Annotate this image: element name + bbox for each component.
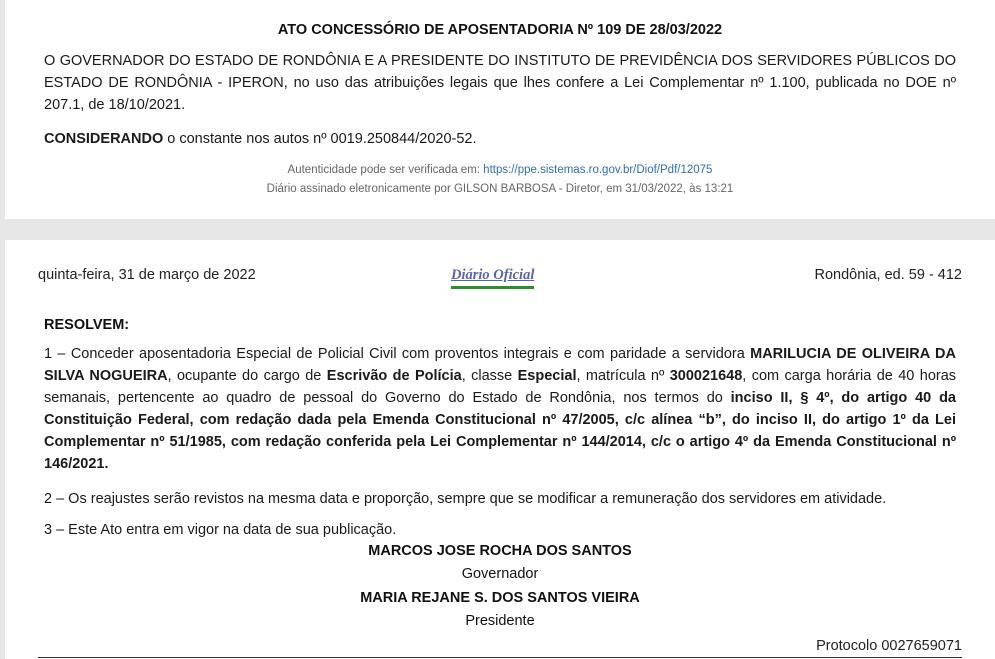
header-logo-title: Diário Oficial	[451, 267, 534, 289]
item-3-paragraph: 3 – Este Ato entra em vigor na data de sua publicação.	[44, 522, 397, 538]
intro-paragraph: O GOVERNADOR DO ESTADO DE RONDÔNIA E A PRESIDENTE DO INSTITUTO DE PREVIDÊNCIA DOS SERVIDORES PÚBLICOS DO ESTADO DE RONDÔNIA - IPERON, no uso das atribuições legais que lhes confere a Lei Complementar nº 1.100, publicada no DOE nº 207.1, de 18/10/2021.	[44, 53, 956, 113]
signer-1-role: Governador	[461, 566, 539, 582]
authenticity-line	[5, 164, 995, 176]
considerando-text: o constante nos autos nº 0019.250844/2020-52.	[163, 131, 477, 147]
document-page-top	[5, 0, 995, 219]
registration-number: 300021648	[669, 368, 743, 384]
item-1-text: , matrícula nº	[576, 368, 670, 384]
resolvem-heading: RESOLVEM:	[44, 317, 130, 333]
item-1-text: , ocupante do cargo de	[167, 368, 327, 384]
signer-2-role: Presidente	[465, 613, 535, 629]
signed-line: Diário assinado eletronicamente por GILSON BARBOSA - Diretor, em 31/03/2022, às 13:21	[266, 183, 734, 195]
protocol-number: Protocolo 0027659071	[816, 638, 962, 654]
header-edition: Rondônia, ed. 59 - 412	[814, 267, 962, 283]
item-1-paragraph	[44, 343, 956, 475]
authenticity-link[interactable]: https://ppe.sistemas.ro.gov.br/Diof/Pdf/12075	[483, 164, 713, 176]
legal-basis: inciso II, § 4º, do artigo 40 da Constituição Federal, com redação dada pela Emenda Constitucional nº 47/2005, c/c alínea “b”, do inciso II, do artigo 1º da Lei Complementar nº 51/1985, com redação conferida pela Lei Complementar nº 144/2014, c/c o artigo 4º da Emenda Constitucional nº 146/2021.	[44, 390, 956, 472]
act-title: ATO CONCESSÓRIO DE APOSENTADORIA Nº 109 DE 28/03/2022	[277, 22, 723, 38]
considerando-paragraph	[44, 128, 956, 150]
document-page-bottom	[5, 240, 995, 659]
header-date: quinta-feira, 31 de março de 2022	[38, 267, 256, 283]
job-title: Escrivão de Polícia	[326, 368, 462, 384]
item-1-text: , classe	[461, 368, 518, 384]
authenticity-prefix: Autenticidade pode ser verificada em:	[287, 164, 484, 176]
considerando-label: CONSIDERANDO	[44, 131, 164, 147]
signer-2-name: MARIA REJANE S. DOS SANTOS VIEIRA	[360, 590, 640, 606]
servant-name: MARILUCIA DE OLIVEIRA DA SILVA NOGUEIRA	[44, 346, 956, 384]
item-1-text: , com carga horária de 40 horas semanais, pertencente ao quadro de pessoal do Governo do Estado de Rondônia, nos termos do	[44, 368, 957, 406]
job-class: Especial	[517, 368, 577, 384]
signer-1-name: MARCOS JOSE ROCHA DOS SANTOS	[368, 543, 632, 559]
item-2-paragraph: 2 – Os reajustes serão revistos na mesma data e proporção, sempre que se modificar a remuneração dos servidores em atividade.	[44, 491, 887, 507]
bottom-divider	[38, 657, 962, 658]
item-1-text: 1 – Conceder aposentadoria Especial de Policial Civil com proventos integrais e com paridade a servidora	[44, 346, 751, 362]
